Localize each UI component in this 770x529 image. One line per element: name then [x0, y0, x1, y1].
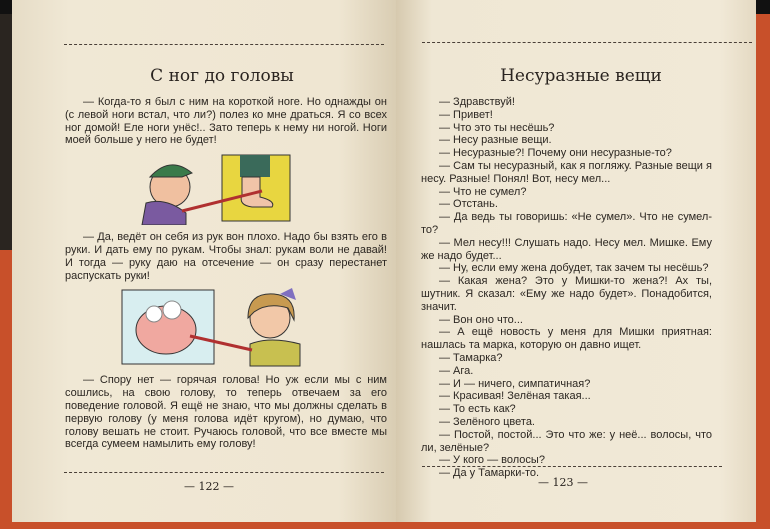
dialogue-line: — Привет! [439, 108, 493, 121]
dialogue [421, 96, 712, 480]
page-number: — 122 — [184, 480, 234, 493]
dialogue-line: — Зелёного цвета. [439, 415, 535, 428]
dialogue-line: — Постой, постой... Это что же: у неё... волосы, что ли, зелёные? [421, 428, 712, 454]
top-divider [422, 42, 752, 43]
dialogue-line: — Какая жена? Это у Мишки-то жена?! Ах ты, шутник. Я сказал: «Ему же надо будет». Понадобится, значит. [421, 275, 712, 313]
bottom-divider [64, 472, 384, 473]
dialogue-line: — Несуразные?! Почему они несуразные-то? [439, 147, 672, 160]
dialogue-line: — И — ничего, симпатичная? [439, 377, 591, 390]
paragraph: — Когда-то я был с ним на короткой ноге. Но однажды он (с левой ноги встал, что ли?) полез ко мне драться. Я со всех ног домой! Еле ноги унёс!.. Зато теперь к нему ни ногой. Ноги моей больше у него не будет! [65, 96, 387, 147]
page-number: — 123 — [538, 476, 588, 489]
page-title: Несуразные вещи [500, 66, 662, 86]
illustration-girl-soap [120, 288, 320, 368]
dialogue-line: — Да у Тамарки-то. [439, 467, 540, 480]
dialogue-line: — То есть как? [439, 403, 516, 416]
dialogue-line: — Да ведь ты говоришь: «Не сумел». Что не сумел-то? [421, 211, 712, 236]
dialogue-line: — Вон оно что... [439, 313, 523, 326]
dialogue-line: — Сам ты несуразный, как я погляжу. Разные вещи я несу. Разные! Понял! Вот, несу мел... [421, 159, 712, 185]
dialogue-line: — А ещё новость у меня для Мишки приятная: нашлась та марка, которую он давно ищет. [421, 326, 712, 352]
page-title: С ног до головы [150, 66, 294, 86]
paragraph: — Спору нет — горячая голова! Но уж если мы с ним сошлись, на свою голову, то теперь отвечаем за его поведение головой. Я ещё не знаю, что мы должны сделать в первую голову (у меня голова идёт кругом), но думаю, что голову вешать не стоит. Ручаюсь головой, что все вместе мы всегда сумеем намылить ему голову! [65, 374, 387, 451]
dialogue-line: — Мел несу!!! Слушать надо. Несу мел. Мишке. Ему же надо будет... [421, 236, 712, 262]
bottom-divider [422, 466, 722, 467]
dialogue-line: — Здравствуй! [439, 96, 515, 108]
left-page [12, 0, 396, 522]
top-divider [64, 44, 384, 45]
illustration-boy-feet [132, 153, 302, 225]
dialogue-line: — Что это ты несёшь? [439, 121, 555, 134]
dialogue-line: — Отстань. [439, 198, 498, 211]
dialogue-line: — Ага. [439, 364, 474, 377]
dialogue-line: — Несу разные вещи. [439, 134, 552, 147]
left-page-body [65, 96, 387, 451]
dialogue-line: — Ну, если ему жена добудет, так зачем ты несёшь? [439, 262, 709, 275]
right-page [396, 0, 756, 522]
paragraph: — Да, ведёт он себя из рук вон плохо. Надо бы взять его в руки. И дать ему по рукам. Чтобы знал: рукам воли не давай! И тогда — руку даю на отсечение — он сразу перестанет распускать руки! [65, 231, 387, 282]
dialogue-line: — Красивая! Зелёная такая... [439, 390, 591, 403]
dialogue-line: — Тамарка? [439, 351, 503, 364]
dialogue-line: — Что не сумел? [439, 185, 527, 198]
dialogue-line: — У кого — волосы? [439, 454, 545, 467]
